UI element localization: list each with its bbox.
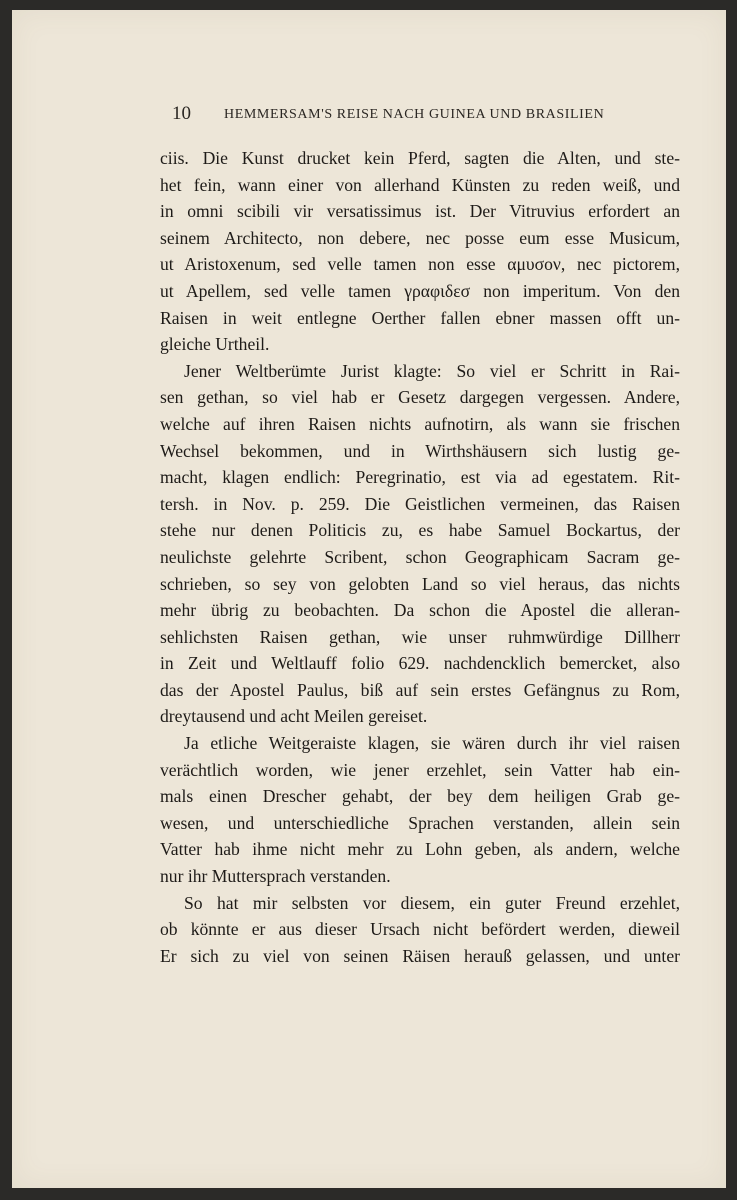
text-line: nur ihr Muttersprach verstanden. <box>160 866 391 887</box>
text-line: gleiche Urtheil. <box>160 334 270 355</box>
text-line: ob könnte er aus dieser Ursach nicht befördert werden, dieweil <box>160 919 680 940</box>
text-line: welche auf ihren Raisen nichts aufnotirn, als wann sie frischen <box>160 413 680 434</box>
text-line: neulichste gelehrte Scribent, schon Geographicam Sacram ge- <box>160 546 680 567</box>
text-line: het fein, wann einer von allerhand Künsten zu reden weiß, und <box>160 174 680 195</box>
text-line: sehlichsten Raisen gethan, wie unser ruhmwürdige Dillherr <box>160 626 680 647</box>
body-text <box>160 145 680 969</box>
text-line: dreytausend und acht Meilen gereiset. <box>160 706 428 727</box>
page-header <box>172 103 692 129</box>
text-line: ut Apellem, sed velle tamen γραφιδεσ non imperitum. Von den <box>160 280 680 301</box>
text-line: macht, klagen endlich: Peregrinatio, est via ad egestatem. Rit- <box>160 467 680 488</box>
text-line: Raisen in weit entlegne Oerther fallen ebner massen offt un- <box>160 307 680 328</box>
text-line: stehe nur denen Politicis zu, es habe Samuel Bockartus, der <box>160 520 680 541</box>
text-line: sen gethan, so viel hab er Gesetz dargegen vergessen. Andere, <box>160 387 680 408</box>
text-line: ut Aristoxenum, sed velle tamen non esse αμυσον, nec pictorem, <box>160 254 680 275</box>
text-line: ciis. Die Kunst drucket kein Pferd, sagten die Alten, und ste- <box>160 148 680 168</box>
page-number: 10 <box>172 103 191 124</box>
text-line: mals einen Drescher gehabt, der bey dem heiligen Grab ge- <box>160 786 680 807</box>
text-line: Vatter hab ihme nicht mehr zu Lohn geben, als andern, welche <box>160 839 680 860</box>
text-line: Jener Weltberümte Jurist klagte: So viel er Schritt in Rai- <box>184 360 680 381</box>
text-line: in omni scibili vir versatissimus ist. Der Vitruvius erfordert an <box>160 201 680 222</box>
text-line: das der Apostel Paulus, biß auf sein erstes Gefängnus zu Rom, <box>160 679 680 700</box>
text-line: in Zeit und Weltlauff folio 629. nachdencklich bemercket, also <box>160 653 680 674</box>
paragraph <box>160 358 680 730</box>
paragraph <box>160 145 680 358</box>
text-line: tersh. in Nov. p. 259. Die Geistlichen vermeinen, das Raisen <box>160 493 680 514</box>
text-line: Er sich zu viel von seinen Räisen herauß gelassen, und unter <box>160 945 680 966</box>
text-line: verächtlich worden, wie jener erzehlet, sein Vatter hab ein- <box>160 759 680 780</box>
text-line: seinem Architecto, non debere, nec posse eum esse Musicum, <box>160 227 680 248</box>
text-line: Ja etliche Weitgeraiste klagen, sie wären durch ihr viel raisen <box>184 733 680 754</box>
text-line: wesen, und unterschiedliche Sprachen verstanden, allein sein <box>160 812 680 833</box>
text-line: schrieben, so sey von gelobten Land so viel heraus, das nichts <box>160 573 680 594</box>
paragraph <box>160 730 680 890</box>
paragraph <box>160 890 680 970</box>
text-line: mehr übrig zu beobachten. Da schon die Apostel die alleran- <box>160 600 680 621</box>
text-line: So hat mir selbsten vor diesem, ein guter Freund erzehlet, <box>184 892 680 913</box>
text-line: Wechsel bekommen, und in Wirthshäusern sich lustig ge- <box>160 440 680 461</box>
running-title: HEMMERSAM'S REISE NACH GUINEA UND BRASILIEN <box>224 107 605 122</box>
